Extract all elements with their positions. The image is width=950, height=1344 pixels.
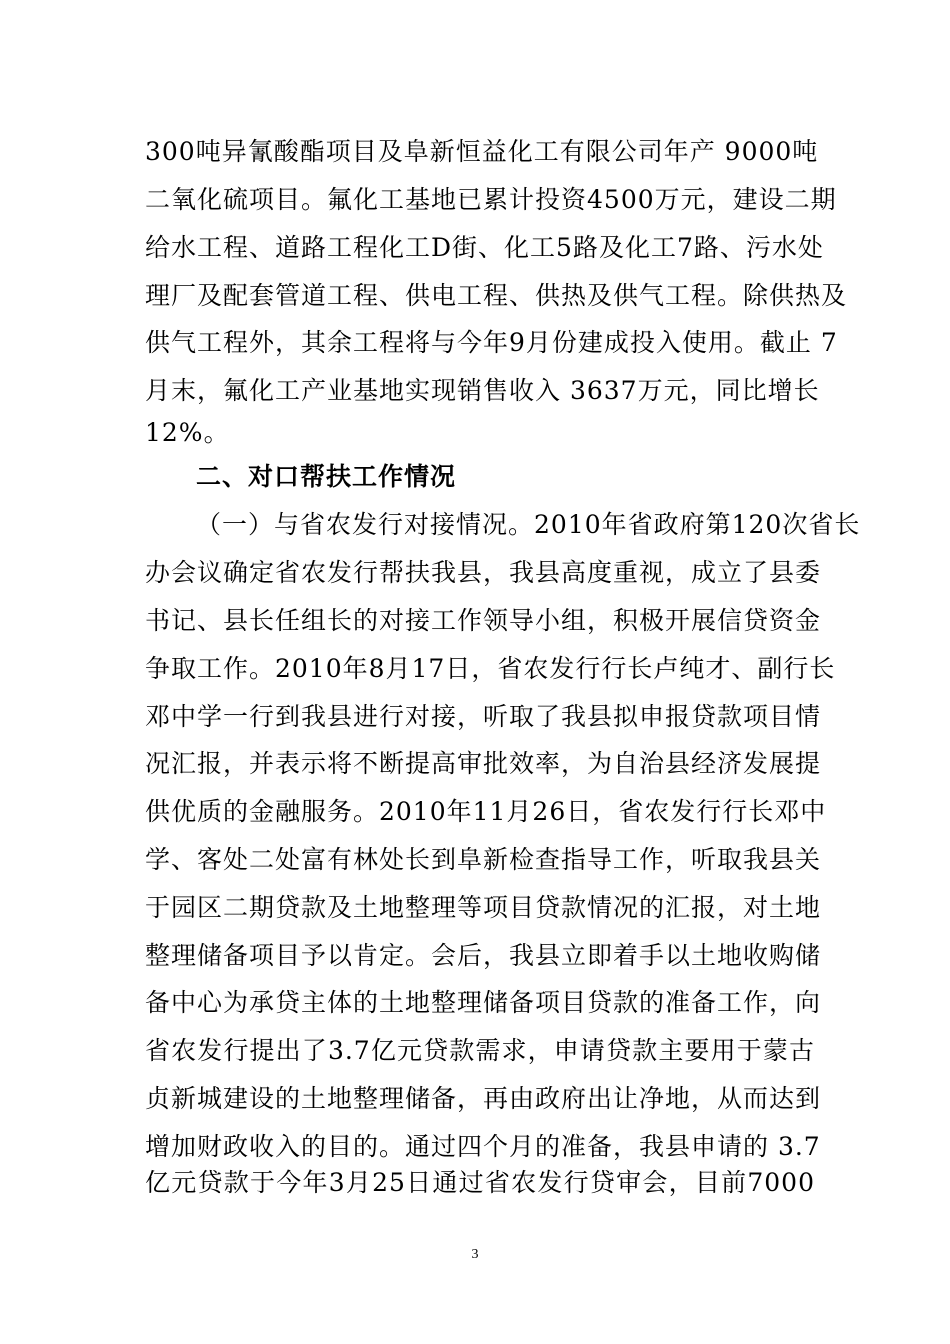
paragraph-1-line: 给水工程、道路工程化工D街、化工5路及化工7路、污水处 <box>145 233 824 262</box>
page-number: 3 <box>471 1247 479 1262</box>
paragraph-2-line: 亿元贷款于今年3月25日通过省农发行贷审会，目前7000 <box>145 1168 815 1197</box>
paragraph-1-line: 二氧化硫项目。氟化工基地已累计投资4500万元，建设二期 <box>145 185 837 214</box>
paragraph-2-line: 整理储备项目予以肯定。会后，我县立即着手以土地收购储 <box>145 941 822 970</box>
paragraph-2-line: 争取工作。2010年8月17日，省农发行行长卢纯才、副行长 <box>145 654 836 683</box>
paragraph-1-line: 理厂及配套管道工程、供电工程、供热及供气工程。除供热及 <box>145 281 848 310</box>
paragraph-2-line: 增加财政收入的目的。通过四个月的准备，我县申请的 3.7 <box>145 1132 821 1161</box>
paragraph-2-line: 供优质的金融服务。2010年11月26日，省农发行行长邓中 <box>145 797 827 826</box>
paragraph-1-line: 300吨异氰酸酯项目及阜新恒益化工有限公司年产 9000吨 <box>145 137 819 166</box>
paragraph-2-line: 学、客处二处富有林处长到阜新检查指导工作，听取我县关 <box>145 845 822 874</box>
section-heading: 二、对口帮扶工作情况 <box>196 462 457 491</box>
paragraph-2-line: （一）与省农发行对接情况。2010年省政府第120次省长 <box>196 510 861 539</box>
paragraph-2-line: 邓中学一行到我县进行对接，听取了我县拟申报贷款项目情 <box>145 702 822 731</box>
paragraph-2-line: 省农发行提出了3.7亿元贷款需求，申请贷款主要用于蒙古 <box>145 1036 815 1065</box>
paragraph-2-line: 于园区二期贷款及土地整理等项目贷款情况的汇报，对土地 <box>145 893 822 922</box>
paragraph-1-line: 12%。 <box>145 418 230 447</box>
paragraph-2-line: 贞新城建设的土地整理储备，再由政府出让净地，从而达到 <box>145 1084 822 1113</box>
paragraph-2-line: 备中心为承贷主体的土地整理储备项目贷款的准备工作，向 <box>145 988 822 1017</box>
paragraph-1-line: 月末，氟化工产业基地实现销售收入 3637万元，同比增长 <box>145 376 820 405</box>
paragraph-2-line: 书记、县长任组长的对接工作领导小组，积极开展信贷资金 <box>145 606 822 635</box>
paragraph-1-line: 供气工程外，其余工程将与今年9月份建成投入使用。截止 7 <box>145 328 838 357</box>
paragraph-2-line: 办会议确定省农发行帮扶我县，我县高度重视，成立了县委 <box>145 558 822 587</box>
paragraph-2-line: 况汇报，并表示将不断提高审批效率，为自治县经济发展提 <box>145 749 822 778</box>
